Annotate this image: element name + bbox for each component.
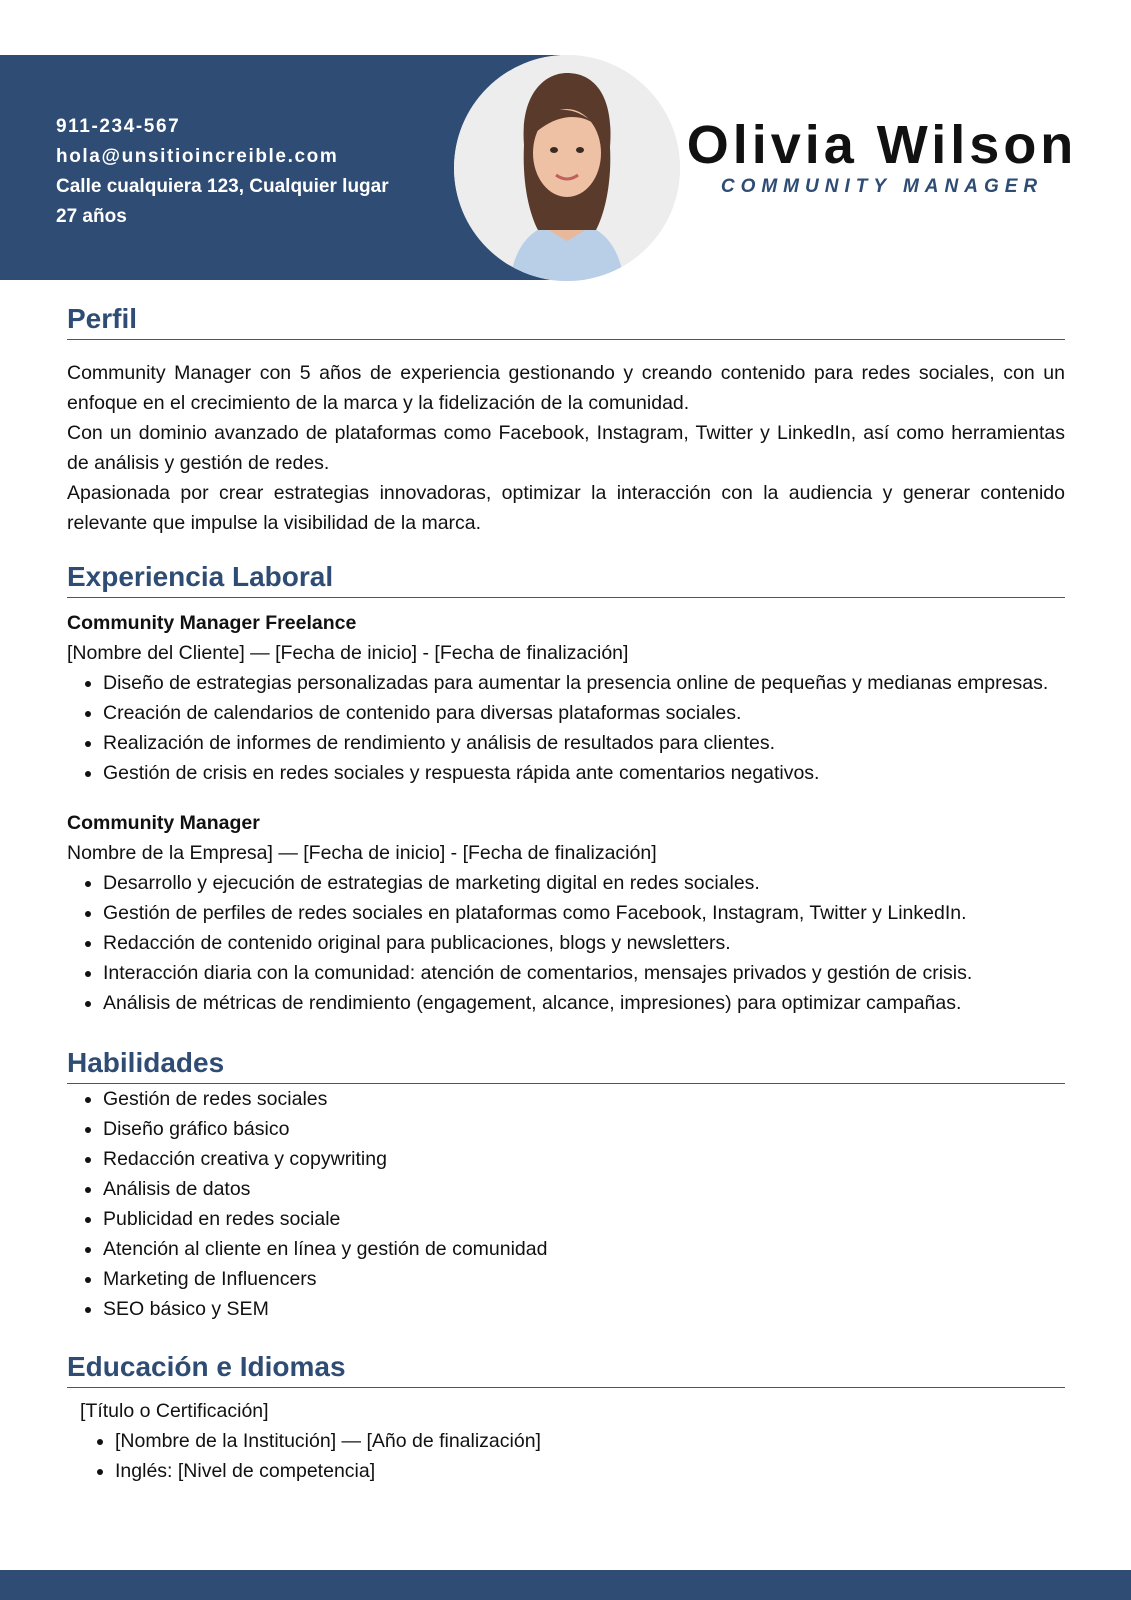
contact-age: 27 años: [56, 206, 127, 227]
education-item: • Inglés: [Nivel de competencia]: [115, 1456, 1065, 1486]
job-bullet: • Gestión de perfiles de redes sociales en plataformas como Facebook, Instagram, Twitter y LinkedIn.: [103, 898, 1065, 928]
job-title: Community Manager Freelance: [67, 612, 357, 634]
profile-photo: [454, 55, 680, 281]
skill-item: • Atención al cliente en línea y gestión de comunidad: [103, 1234, 1065, 1264]
job-bullet: • Análisis de métricas de rendimiento (engagement, alcance, impresiones) para optimizar campañas.: [103, 988, 1065, 1018]
skill-item: • Análisis de datos: [103, 1174, 1065, 1204]
education-heading: Educación e Idiomas: [67, 1348, 1065, 1388]
skill-item: • Publicidad en redes sociale: [103, 1204, 1065, 1234]
resume-content: [67, 300, 1065, 1486]
job-entry: [67, 808, 1065, 1018]
contact-address: Calle cualquiera 123, Cualquier lugar: [56, 176, 389, 197]
header-band: [0, 55, 1131, 280]
education-list: [67, 1426, 1065, 1486]
job-bullets: [67, 868, 1065, 1018]
skills-list: [67, 1084, 1065, 1324]
portrait-illustration: [454, 55, 680, 281]
job-bullet: • Desarrollo y ejecución de estrategias de marketing digital en redes sociales.: [103, 868, 1065, 898]
skill-item: • SEO básico y SEM: [103, 1294, 1065, 1324]
contact-phone: 911-234-567: [56, 116, 181, 137]
candidate-name: Olivia Wilson: [686, 115, 1078, 175]
job-bullet: • Redacción de contenido original para publicaciones, blogs y newsletters.: [103, 928, 1065, 958]
education-item: • [Nombre de la Institución] — [Año de finalización]: [115, 1426, 1065, 1456]
job-bullet: • Interacción diaria con la comunidad: atención de comentarios, mensajes privados y gestión de crisis.: [103, 958, 1065, 988]
job-title: Community Manager: [67, 812, 260, 834]
skills-heading: Habilidades: [67, 1044, 1065, 1084]
job-meta: [Nombre del Cliente] — [Fecha de inicio] - [Fecha de finalización]: [67, 642, 629, 664]
profile-paragraph: Apasionada por crear estrategias innovadoras, optimizar la interacción con la audiencia y generar contenido relevante que impulse la visibilidad de la marca.: [67, 482, 1065, 534]
job-bullets: [67, 668, 1065, 788]
job-entry: [67, 608, 1065, 788]
contact-block: [56, 112, 389, 232]
candidate-role: COMMUNITY MANAGER: [720, 176, 1044, 197]
profile-section: [67, 358, 1065, 538]
job-bullet: • Gestión de crisis en redes sociales y respuesta rápida ante comentarios negativos.: [103, 758, 1065, 788]
job-meta: Nombre de la Empresa] — [Fecha de inicio] - [Fecha de finalización]: [67, 842, 657, 864]
contact-email: hola@unsitioincreible.com: [56, 146, 339, 167]
job-bullet: • Creación de calendarios de contenido para diversas plataformas sociales.: [103, 698, 1065, 728]
education-certification: [Título o Certificación]: [80, 1400, 269, 1422]
skill-item: • Diseño gráfico básico: [103, 1114, 1065, 1144]
skill-item: • Gestión de redes sociales: [103, 1084, 1065, 1114]
job-bullet: • Diseño de estrategias personalizadas para aumentar la presencia online de pequeñas y medianas empresas.: [103, 668, 1065, 698]
footer-band: [0, 1570, 1131, 1600]
profile-paragraph: Community Manager con 5 años de experiencia gestionando y creando contenido para redes sociales, con un enfoque en el crecimiento de la marca y la fidelización de la comunidad.: [67, 362, 1065, 414]
experience-heading: Experiencia Laboral: [67, 558, 1065, 598]
profile-paragraph: Con un dominio avanzado de plataformas como Facebook, Instagram, Twitter y LinkedIn, así como herramientas de análisis y gestión de redes.: [67, 422, 1065, 474]
job-bullet: • Realización de informes de rendimiento y análisis de resultados para clientes.: [103, 728, 1065, 758]
skill-item: • Marketing de Influencers: [103, 1264, 1065, 1294]
skill-item: • Redacción creativa y copywriting: [103, 1144, 1065, 1174]
profile-heading: Perfil: [67, 300, 1065, 340]
